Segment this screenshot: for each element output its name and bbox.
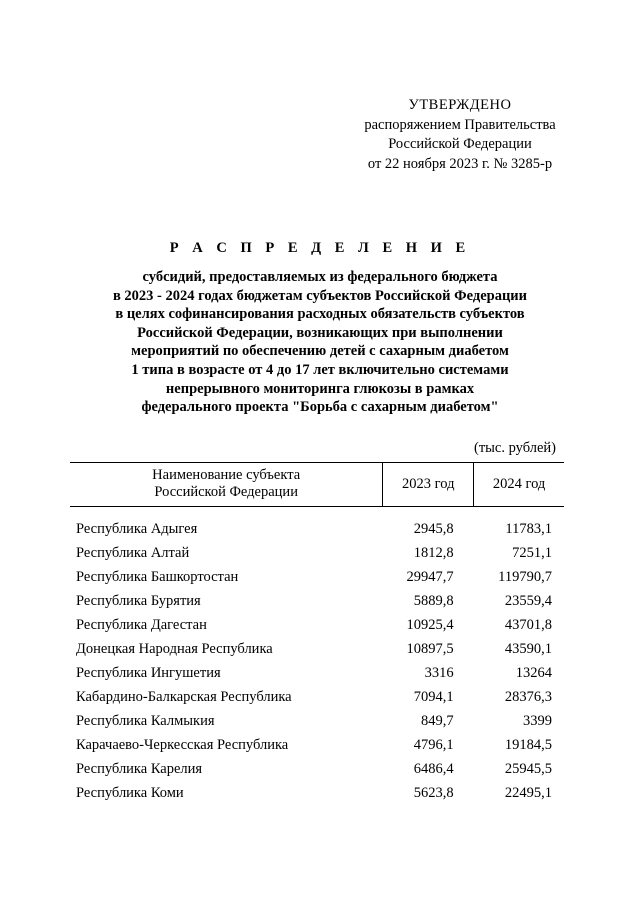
region-cell: Республика Калмыкия xyxy=(76,713,215,729)
value-2023-cell: 7094,1 xyxy=(413,689,454,705)
value-2023-cell: 5623,8 xyxy=(413,785,454,801)
region-cell: Республика Адыгея xyxy=(76,521,198,537)
region-cell: Донецкая Народная Республика xyxy=(76,641,273,657)
header-region-line1: Наименование субъекта xyxy=(152,467,301,483)
region-cell: Республика Бурятия xyxy=(76,593,201,609)
document-heading xyxy=(60,240,580,417)
table-row xyxy=(70,541,564,565)
value-2024-cell: 43701,8 xyxy=(504,617,552,633)
approval-line: Российской Федерации xyxy=(388,136,532,152)
value-2024-cell: 43590,1 xyxy=(504,641,552,657)
value-2024-cell: 119790,7 xyxy=(498,569,552,585)
header-year-2023: 2023 год xyxy=(383,463,474,507)
header-region xyxy=(70,463,383,507)
distribution-table xyxy=(70,462,564,805)
approval-line: распоряжением Правительства xyxy=(364,116,556,133)
header-region-line2: Российской Федерации xyxy=(154,484,298,500)
value-2024-cell: 28376,3 xyxy=(504,689,552,705)
table-row xyxy=(70,661,564,685)
value-2023-cell: 849,7 xyxy=(421,713,454,729)
subtitle-line: в 2023 - 2024 годах бюджетам субъектов Российской Федерации xyxy=(112,287,528,304)
region-cell: Республика Башкортостан xyxy=(76,569,239,585)
table-row xyxy=(70,685,564,709)
value-2023-cell: 1812,8 xyxy=(413,545,454,561)
header-year-2024: 2024 год xyxy=(474,463,564,507)
table-row xyxy=(70,613,564,637)
value-2024-cell: 23559,4 xyxy=(504,593,552,609)
region-cell: Республика Дагестан xyxy=(76,617,207,633)
table-row xyxy=(70,637,564,661)
subtitle-line: в целях софинансирования расходных обязательств субъектов xyxy=(115,306,525,323)
subtitle-line: непрерывного мониторинга глюкозы в рамках xyxy=(165,380,475,397)
table-row xyxy=(70,781,564,805)
region-cell: Республика Карелия xyxy=(76,761,203,777)
value-2023-cell: 4796,1 xyxy=(413,737,454,753)
region-cell: Республика Ингушетия xyxy=(76,665,221,681)
region-cell: Кабардино-Балкарская Республика xyxy=(76,689,292,705)
value-2024-cell: 13264 xyxy=(515,665,552,681)
approval-block xyxy=(330,96,590,174)
units-note: (тыс. рублей) xyxy=(474,440,556,456)
value-2024-cell: 19184,5 xyxy=(504,737,552,753)
approval-line: от 22 ноября 2023 г. № 3285-р xyxy=(367,155,553,172)
value-2024-cell: 22495,1 xyxy=(504,785,552,801)
document-title: Р А С П Р Е Д Е Л Е Н И Е xyxy=(169,240,471,256)
table-row xyxy=(70,757,564,781)
value-2024-cell: 25945,5 xyxy=(504,761,552,777)
table-row xyxy=(70,565,564,589)
value-2023-cell: 6486,4 xyxy=(413,761,454,777)
region-cell: Республика Коми xyxy=(76,785,184,801)
value-2023-cell: 2945,8 xyxy=(413,521,454,537)
value-2024-cell: 3399 xyxy=(523,713,552,729)
table-row xyxy=(70,733,564,757)
value-2023-cell: 3316 xyxy=(424,665,454,681)
subtitle-line: Российской Федерации, возникающих при выполнении xyxy=(137,324,503,341)
subtitle-line: мероприятий по обеспечению детей с сахарным диабетом xyxy=(131,343,509,360)
value-2023-cell: 10925,4 xyxy=(406,617,454,633)
value-2024-cell: 11783,1 xyxy=(505,521,552,537)
region-cell: Республика Алтай xyxy=(76,545,190,561)
subtitle-line: федерального проекта "Борьба с сахарным диабетом" xyxy=(141,399,499,416)
subtitle-line: субсидий, предоставляемых из федерального бюджета xyxy=(142,269,498,285)
value-2023-cell: 29947,7 xyxy=(406,569,454,585)
table-row xyxy=(70,709,564,733)
value-2023-cell: 10897,5 xyxy=(406,641,454,657)
table-row xyxy=(70,589,564,613)
table-row xyxy=(70,517,564,541)
table-header-row xyxy=(70,463,564,507)
approval-stamp: УТВЕРЖДЕНО xyxy=(408,97,512,113)
subtitle-line: 1 типа в возрасте от 4 до 17 лет включительно системами xyxy=(131,361,509,378)
value-2023-cell: 5889,8 xyxy=(413,593,454,609)
value-2024-cell: 7251,1 xyxy=(512,545,552,561)
region-cell: Карачаево-Черкесская Республика xyxy=(76,737,289,753)
